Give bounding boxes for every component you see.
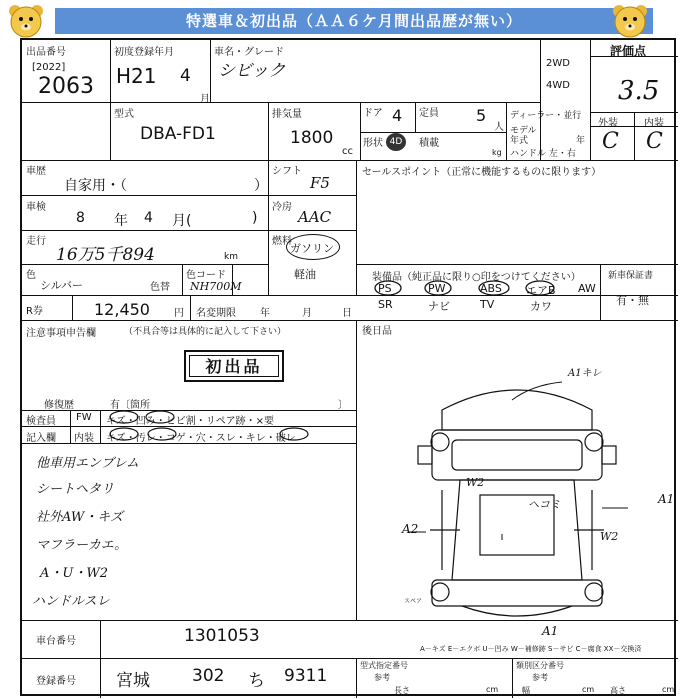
- year-label: 年式: [510, 136, 529, 146]
- equip-pw: PW: [428, 282, 446, 295]
- sales-point-label: セールスポイント（正常に機能するものに限ります）: [362, 167, 602, 178]
- history-label: 車歴: [26, 166, 46, 177]
- diagram-note-center: ヘコミ: [528, 498, 561, 511]
- spare-label: スペア: [404, 598, 423, 605]
- equip-aw: AW: [578, 282, 596, 295]
- history-close: ）: [254, 178, 268, 194]
- equipment-label: 装備品（純正品に限り○印をつけてください）: [372, 272, 581, 283]
- entry-items: キズ・汚レ・コゲ・穴・スレ・キレ・破レ: [106, 433, 296, 444]
- lot-number-label: 出品番号: [26, 47, 66, 58]
- model-year-label: モデル: [510, 126, 537, 136]
- shape-value: 4D: [386, 133, 406, 151]
- diagram-note-a1-right: A1: [658, 492, 675, 506]
- inspection-year: 8: [76, 210, 85, 226]
- mileage-value: 16万5千894: [56, 245, 155, 265]
- inspector-items: キズ・凹み・ヒビ割・リペア跡・×要: [106, 416, 274, 427]
- doors-value: 4: [392, 106, 403, 125]
- chassis-value: 1301053: [184, 626, 260, 646]
- rear-item-label: 後日品: [362, 326, 392, 337]
- equip-airbag: エアB: [526, 284, 556, 297]
- chassis-label: 車台番号: [36, 636, 76, 647]
- type-value: DBA-FD1: [140, 124, 216, 144]
- width-label: 幅: [522, 686, 530, 695]
- name-change-year: 年: [260, 308, 270, 319]
- warranty-value: 有・無: [616, 294, 649, 307]
- type-label: 型式: [114, 109, 134, 120]
- recycle-unit: 円: [174, 308, 184, 319]
- entry-interior: 内装: [74, 433, 94, 444]
- bear-mascot-icon: [6, 2, 46, 42]
- equip-abs: ABS: [480, 282, 502, 295]
- aircon-value: AAC: [298, 208, 332, 226]
- ref-label-2: 参考: [532, 673, 548, 682]
- auction-sheet: [20, 38, 676, 696]
- color-code: NH700M: [190, 280, 242, 293]
- interior-label: 内装: [644, 118, 664, 129]
- equip-sr: SR: [378, 298, 393, 311]
- drive-2wd: 2WD: [546, 58, 570, 69]
- first-reg-month: 4: [180, 66, 191, 86]
- dealer-label: ディーラー・並行: [510, 111, 582, 121]
- capacity-unit: 人: [494, 122, 504, 133]
- load-label: 積載: [419, 138, 439, 149]
- score-label: 評価点: [610, 44, 647, 58]
- plate-kana: ち: [248, 671, 265, 691]
- capacity-value: 5: [476, 106, 487, 125]
- car-damage-diagram: [402, 380, 632, 620]
- type-cert-label: 型式指定番号: [360, 661, 408, 670]
- notes-label: 注意事項申告欄: [26, 328, 96, 339]
- remark-1: 他車用エンブレム: [36, 456, 139, 471]
- year-unit: 年: [576, 136, 586, 146]
- first-reg-month-unit: 月: [200, 94, 210, 105]
- aircon-label: 冷房: [272, 202, 292, 213]
- displacement-unit: cc: [342, 146, 353, 157]
- equip-leather: カワ: [530, 300, 552, 313]
- capacity-label: 定員: [419, 108, 439, 119]
- equip-ps: PS: [378, 282, 392, 295]
- name-change-month: 月: [302, 308, 312, 319]
- banner-title: 特選車＆初出品（ＡＡ６ケ月間出品歴が無い）: [55, 8, 653, 34]
- color-value: シルバー: [40, 279, 83, 292]
- lot-year-tag: [2022]: [32, 62, 66, 73]
- displacement-label: 排気量: [272, 109, 302, 120]
- color-code-label: 色コード: [186, 270, 226, 281]
- equip-tv: TV: [480, 298, 495, 311]
- displacement-value: 1800: [290, 128, 334, 148]
- lot-number: 2063: [38, 74, 94, 99]
- plate-class: 302: [192, 666, 225, 686]
- recycle-label: R券: [26, 306, 43, 317]
- height-unit: cm: [662, 685, 675, 694]
- first-reg-era-year: H21: [116, 64, 157, 88]
- shift-label: シフト: [272, 166, 302, 177]
- remark-6: ハンドルスレ: [32, 594, 110, 609]
- inspector-label: 検査員: [26, 416, 56, 427]
- diagram-note-a2: A2: [402, 522, 419, 536]
- exterior-score: C: [602, 129, 619, 154]
- remark-5: A・U・W2: [40, 566, 108, 581]
- entry-circles: [102, 408, 362, 444]
- class-number-label: 類別区分番号: [516, 661, 564, 670]
- interior-score: C: [646, 129, 663, 154]
- handle-label: ハンドル 左・右: [510, 149, 576, 159]
- mileage-unit: km: [224, 252, 238, 262]
- notes-sub: （不具合等は具体的に記入して下さい）: [124, 327, 287, 337]
- doors-label: ドア: [363, 108, 383, 119]
- remark-2: シートヘタリ: [36, 482, 115, 497]
- model-label: 車名・グレード: [214, 47, 284, 58]
- exterior-label: 外装: [598, 118, 618, 129]
- length-unit: cm: [486, 685, 499, 694]
- first-listing-stamp: 初出品: [184, 350, 284, 382]
- bear-mascot-icon: [610, 2, 650, 42]
- inspection-year-unit: 年: [114, 213, 128, 229]
- height-label: 高さ: [610, 686, 626, 695]
- color-change-label: 色替: [150, 282, 170, 293]
- shape-label: 形状: [363, 138, 383, 149]
- remark-3: 社外AW・キズ: [36, 510, 123, 525]
- model-name: シビック: [218, 61, 286, 81]
- repair-label: 修復歴: [44, 400, 74, 411]
- inspector-fw: FW: [76, 412, 92, 423]
- inspection-close: ): [252, 210, 258, 226]
- diagram-note-left-w2: W2: [466, 476, 485, 489]
- recycle-value: 12,450: [94, 300, 150, 319]
- diagram-note-a1-bottom: A1: [542, 624, 559, 638]
- remark-4: マフラーカエ。: [36, 538, 128, 553]
- repair-close: 〕: [338, 400, 348, 411]
- inspection-label: 車検: [26, 202, 46, 213]
- width-unit: cm: [582, 685, 595, 694]
- fuel-light: 軽油: [294, 268, 316, 281]
- plate-region: 宮城: [116, 671, 150, 691]
- equipment-circles: [372, 280, 562, 298]
- inspection-month-unit: 月(: [172, 213, 192, 229]
- shift-value: F5: [310, 174, 330, 192]
- fuel-circle: [286, 234, 340, 260]
- load-unit: kg: [492, 148, 502, 157]
- diagram-note-top: A1キレ: [568, 368, 602, 379]
- name-change-label: 名変期限: [196, 308, 236, 319]
- length-label: 長さ: [394, 686, 410, 695]
- name-change-day: 日: [342, 308, 352, 319]
- ref-label-1: 参考: [374, 673, 390, 682]
- entry-label: 記入欄: [26, 433, 56, 444]
- equip-navi: ナビ: [428, 300, 450, 313]
- damage-legend: A－キズ E－エクボ U－凹み W－補修跡 S－サビ C－腐食 XX－交換済: [420, 645, 642, 653]
- color-label: 色: [26, 270, 36, 281]
- score-value: 3.5: [618, 76, 660, 106]
- first-reg-label: 初度登録年月: [114, 47, 174, 58]
- diagram-note-right-w2: W2: [600, 530, 619, 543]
- repair-value: 有〔箇所: [110, 400, 150, 411]
- mileage-label: 走行: [26, 236, 46, 247]
- plate-label: 登録番号: [36, 676, 76, 687]
- drive-4wd: 4WD: [546, 80, 570, 91]
- inspection-month: 4: [144, 210, 153, 226]
- warranty-label: 新車保証書: [608, 271, 654, 281]
- equipment-row-2: [372, 298, 592, 312]
- plate-number: 9311: [284, 666, 328, 686]
- fuel-label: 燃料: [272, 236, 292, 247]
- fuel-gasoline: ガソリン: [290, 242, 334, 255]
- history-value: 自家用・（: [64, 178, 127, 194]
